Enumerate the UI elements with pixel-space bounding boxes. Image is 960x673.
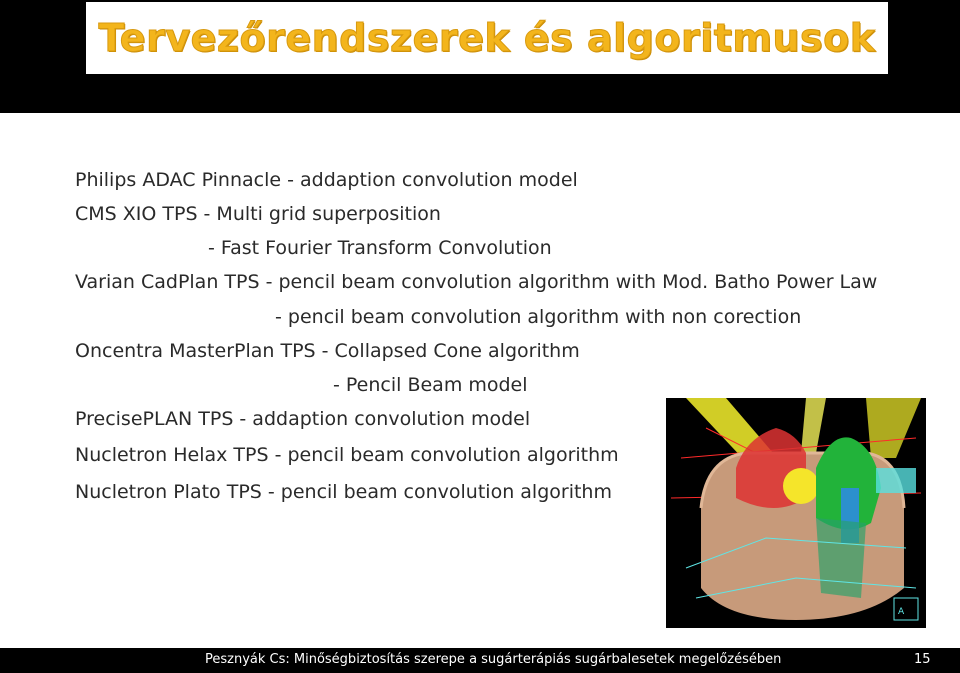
dose-render-illustration [666, 398, 926, 628]
list-item: - Fast Fourier Transform Convolution [208, 237, 552, 259]
list-item: PrecisePLAN TPS - addaption convolution model [75, 408, 531, 430]
list-item: Nucletron Helax TPS - pencil beam convolution algorithm [75, 444, 619, 466]
list-item: Oncentra MasterPlan TPS - Collapsed Cone algorithm [75, 340, 580, 362]
slide-title: Tervezőrendszerek és algoritmusok [98, 16, 876, 60]
list-item: Philips ADAC Pinnacle - addaption convolution model [75, 169, 578, 191]
list-item: Nucletron Plato TPS - pencil beam convolution algorithm [75, 481, 612, 503]
title-box [86, 2, 888, 74]
list-item: CMS XIO TPS - Multi grid superposition [75, 203, 441, 225]
footer-caption: Pesznyák Cs: Minőségbiztosítás szerepe a sugárterápiás sugárbalesetek megelőzésében [205, 652, 782, 667]
list-item: - pencil beam convolution algorithm with non corection [275, 306, 802, 328]
page-number: 15 [914, 652, 931, 667]
list-item: - Pencil Beam model [333, 374, 528, 396]
svg-text:A: A [898, 607, 905, 617]
dose-render-image [666, 398, 926, 628]
list-item: Varian CadPlan TPS - pencil beam convolution algorithm with Mod. Batho Power Law [75, 271, 878, 293]
